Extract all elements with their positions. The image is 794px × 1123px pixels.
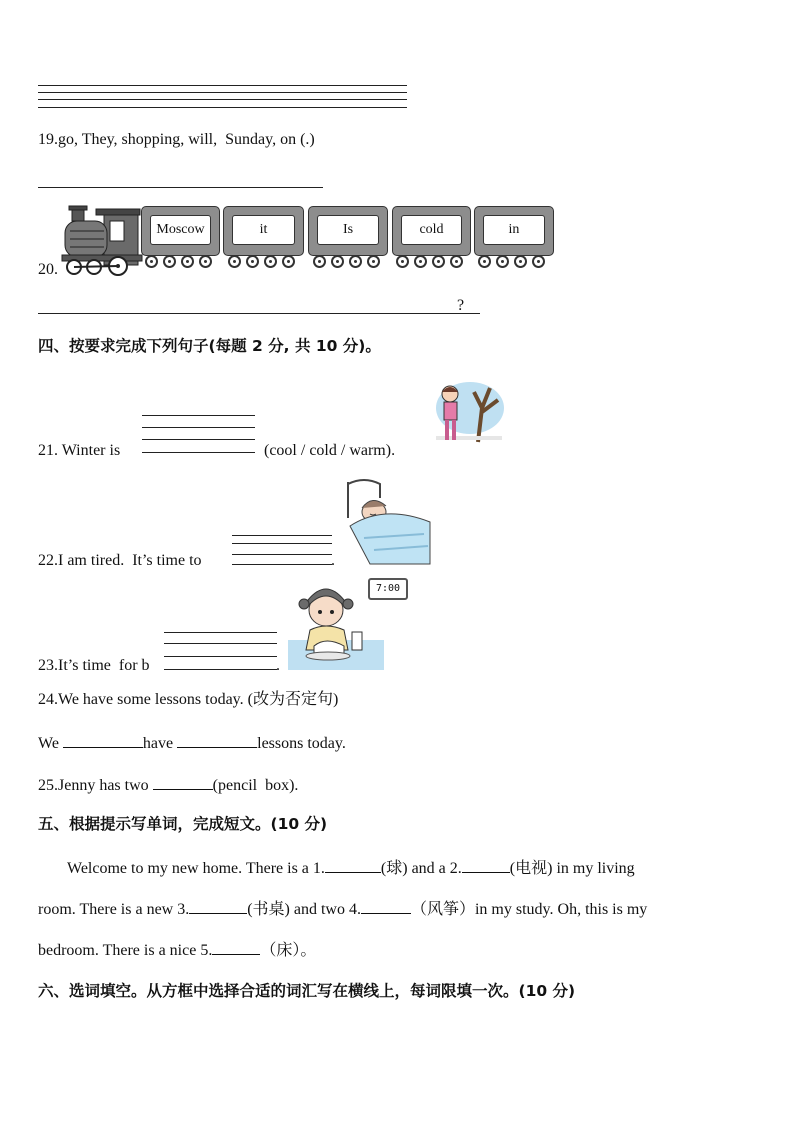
blank-input[interactable] — [153, 774, 213, 790]
word-card-1: Moscow — [150, 215, 211, 245]
word-card-2: it — [232, 215, 295, 245]
writing-line — [38, 85, 407, 86]
question-24-answer: We have lessons today. — [38, 732, 346, 754]
writing-line — [142, 415, 255, 416]
wheel-icon — [349, 255, 362, 268]
blank-3[interactable] — [189, 898, 247, 914]
blank-input[interactable] — [63, 732, 143, 748]
wheel-icon — [199, 255, 212, 268]
word-card-4: cold — [401, 215, 462, 245]
train-car-1[interactable] — [141, 206, 220, 256]
question-25: 25.Jenny has two (pencil box). — [38, 774, 298, 796]
wheel-icon — [181, 255, 194, 268]
blank-2[interactable] — [462, 857, 510, 873]
writing-line — [232, 543, 332, 544]
blank-5[interactable] — [212, 939, 260, 955]
writing-line — [142, 439, 255, 440]
train-car-2[interactable] — [223, 206, 304, 256]
word-card-5: in — [483, 215, 545, 245]
writing-line — [232, 554, 332, 555]
wheel-icon — [246, 255, 259, 268]
writing-line — [164, 656, 277, 657]
train-car-4[interactable] — [392, 206, 471, 256]
wheel-icon — [450, 255, 463, 268]
question-22-suffix: . — [331, 552, 335, 569]
writing-line — [164, 632, 277, 633]
question-24-prompt: 24.We have some lessons today. (改为否定句) — [38, 691, 339, 708]
wheel-icon — [331, 255, 344, 268]
section-5-heading: 五、根据提示写单词，完成短文。(10 分) — [38, 815, 328, 833]
train-car-5[interactable] — [474, 206, 554, 256]
answer-line-19[interactable] — [38, 187, 323, 188]
wheel-icon — [228, 255, 241, 268]
writing-line[interactable] — [142, 452, 255, 453]
wheel-icon — [163, 255, 176, 268]
wheel-icon — [414, 255, 427, 268]
wheel-icon — [532, 255, 545, 268]
sleeping-girl-image — [344, 478, 432, 566]
writing-line — [38, 92, 407, 93]
answer-line-20[interactable] — [38, 313, 480, 314]
writing-line[interactable] — [164, 669, 277, 670]
wheel-icon — [514, 255, 527, 268]
breakfast-girl-image — [288, 584, 384, 670]
writing-line — [38, 99, 407, 100]
wheel-icon — [367, 255, 380, 268]
question-mark: ? — [457, 297, 465, 314]
question-23-suffix: . — [276, 657, 280, 674]
winter-girl-image — [426, 378, 506, 446]
wheel-icon — [145, 255, 158, 268]
section-4-heading: 四、按要求完成下列句子(每题 2 分, 共 10 分)。 — [38, 337, 381, 355]
question-20-number: 20. — [38, 261, 58, 278]
writing-line — [38, 107, 407, 108]
wheel-icon — [313, 255, 326, 268]
section-6-heading: 六、选词填空。从方框中选择合适的词汇写在横线上，每词限填一次。(10 分) — [38, 982, 576, 1000]
passage-line-3: bedroom. There is a nice 5. （床）。 — [38, 939, 316, 961]
question-21-prefix: 21. Winter is — [38, 442, 121, 459]
question-23-prefix: 23.It’s time for b — [38, 657, 150, 674]
question-21-options: (cool / cold / warm). — [264, 442, 396, 459]
writing-line — [164, 643, 277, 644]
question-19: 19.go, They, shopping, will, Sunday, on (.) — [38, 131, 315, 148]
clock-icon: 7:00 — [368, 578, 408, 600]
passage-line-2: room. There is a new 3. (书桌) and two 4. （风筝）in my study. Oh, this is my — [38, 898, 647, 920]
writing-line — [232, 535, 332, 536]
question-22-prefix: 22.I am tired. It’s time to — [38, 552, 202, 569]
wheel-icon — [432, 255, 445, 268]
writing-line[interactable] — [232, 564, 332, 565]
word-card-3: Is — [317, 215, 379, 245]
passage-line-1: Welcome to my new home. There is a 1. (球) and a 2. (电视) in my living — [67, 857, 635, 879]
blank-input[interactable] — [177, 732, 257, 748]
wheel-icon — [264, 255, 277, 268]
locomotive-icon — [60, 205, 144, 277]
blank-1[interactable] — [325, 857, 381, 873]
writing-line — [142, 427, 255, 428]
wheel-icon — [496, 255, 509, 268]
wheel-icon — [478, 255, 491, 268]
wheel-icon — [282, 255, 295, 268]
train-car-3[interactable] — [308, 206, 388, 256]
wheel-icon — [396, 255, 409, 268]
blank-4[interactable] — [361, 898, 411, 914]
